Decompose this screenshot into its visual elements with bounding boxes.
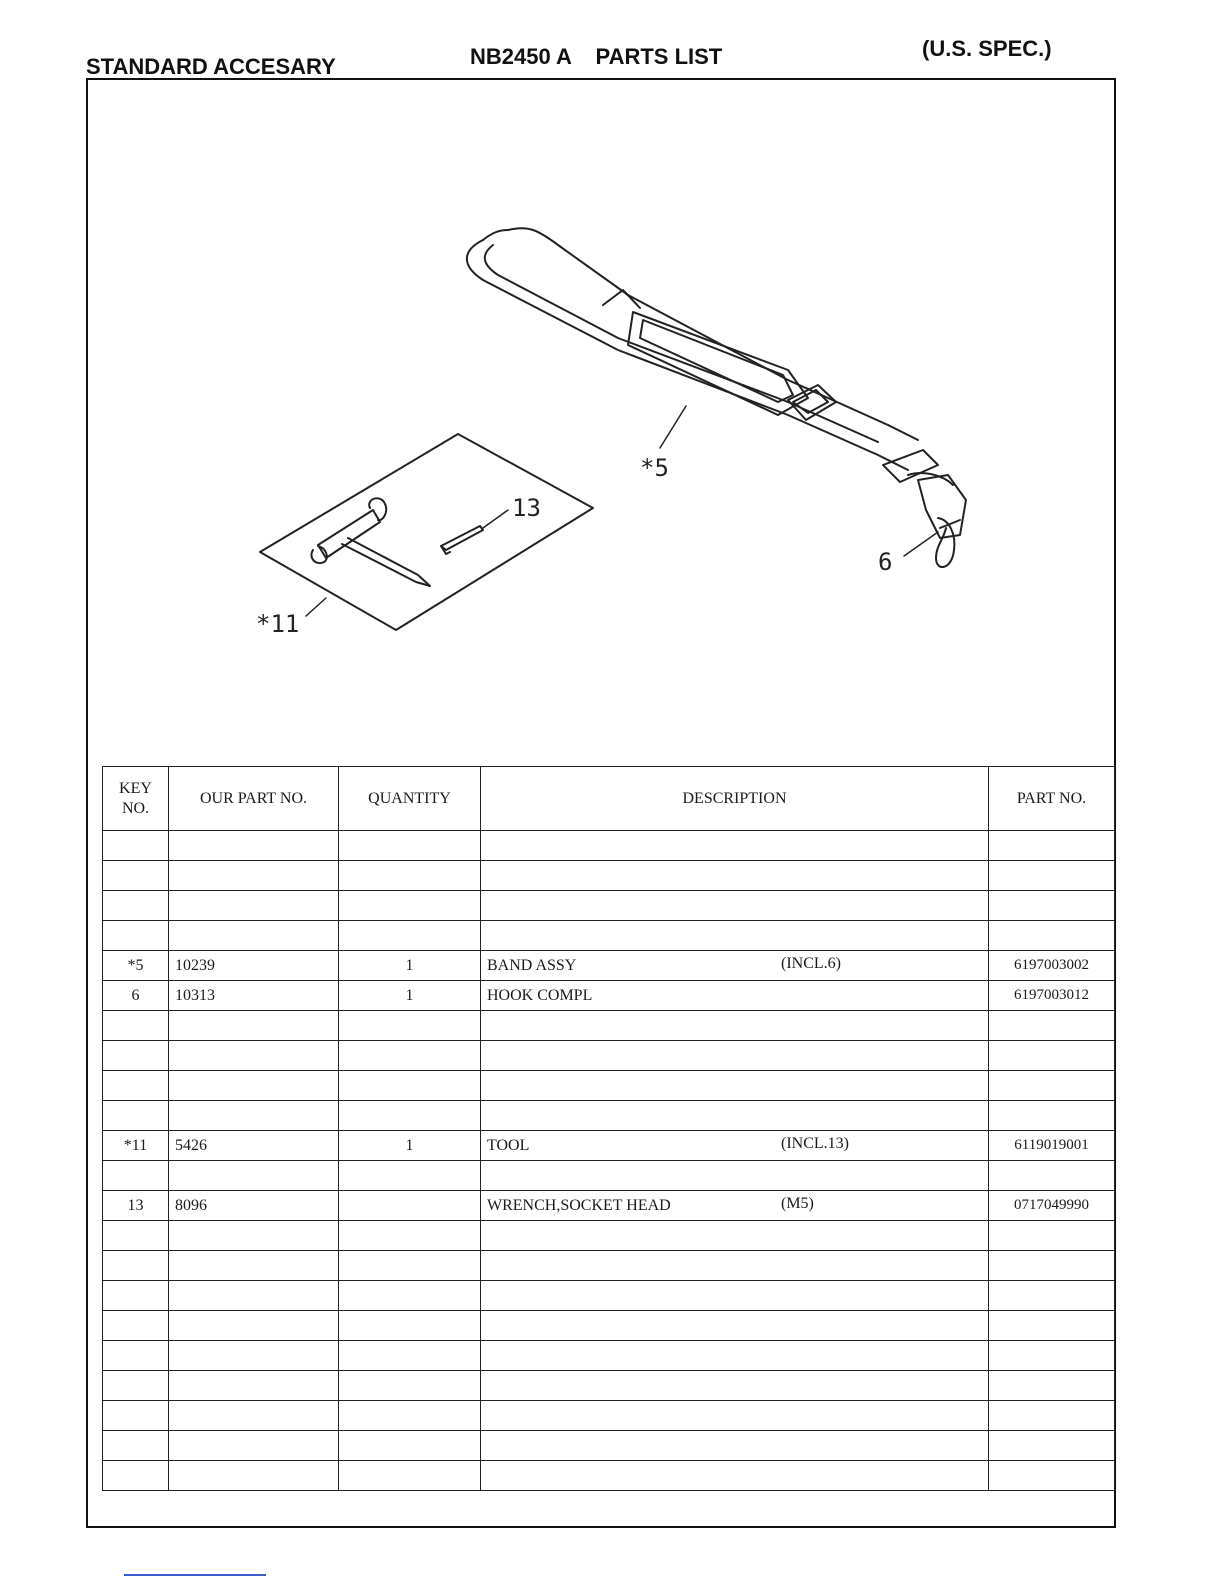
description-cell — [481, 1431, 989, 1461]
key-no-cell — [103, 1011, 169, 1041]
our-part-no-cell — [169, 831, 339, 861]
quantity-cell — [339, 1401, 481, 1431]
quantity-cell — [339, 1461, 481, 1491]
key-no-cell: 13 — [103, 1191, 169, 1221]
part-no-cell — [989, 1311, 1115, 1341]
description-note: (INCL.6) — [781, 955, 841, 972]
part-no-cell: 6197003002 — [989, 951, 1115, 981]
header-center: NB2450 A PARTS LIST — [470, 44, 723, 69]
footer-rule — [124, 1574, 266, 1576]
key-no-cell — [103, 1071, 169, 1101]
our-part-no-cell — [169, 1341, 339, 1371]
our-part-no-cell — [169, 1161, 339, 1191]
key-no-cell — [103, 1281, 169, 1311]
description-text: HOOK COMPL — [487, 986, 593, 1004]
header-right: (U.S. SPEC.) — [922, 36, 1052, 61]
table-row — [103, 1281, 1115, 1311]
description-cell — [481, 1461, 989, 1491]
key-no-cell — [103, 1401, 169, 1431]
our-part-no-cell — [169, 1101, 339, 1131]
our-part-no-cell: 10239 — [169, 951, 339, 981]
part-no-cell — [989, 831, 1115, 861]
our-part-no-cell: 8096 — [169, 1191, 339, 1221]
header-quantity: QUANTITY — [339, 767, 481, 831]
callout-11: *11 — [256, 610, 300, 638]
key-no-cell — [103, 1311, 169, 1341]
callout-5: *5 — [640, 454, 669, 482]
quantity-cell — [339, 1041, 481, 1071]
our-part-no-cell — [169, 1011, 339, 1041]
key-no-cell — [103, 1101, 169, 1131]
quantity-cell — [339, 831, 481, 861]
quantity-cell — [339, 1251, 481, 1281]
quantity-cell: 1 — [339, 981, 481, 1011]
callout-6: 6 — [878, 548, 893, 576]
part-no-cell — [989, 921, 1115, 951]
header-key-no: KEY NO. — [103, 767, 169, 831]
key-no-cell: 6 — [103, 981, 169, 1011]
description-cell — [481, 1101, 989, 1131]
key-no-cell: *11 — [103, 1131, 169, 1161]
part-no-cell — [989, 1431, 1115, 1461]
key-no-cell — [103, 861, 169, 891]
key-no-cell — [103, 1461, 169, 1491]
description-cell — [481, 1341, 989, 1371]
part-no-cell — [989, 1101, 1115, 1131]
part-no-cell: 6197003012 — [989, 981, 1115, 1011]
description-note: (INCL.13) — [781, 1135, 849, 1152]
description-cell — [481, 891, 989, 921]
our-part-no-cell: 10313 — [169, 981, 339, 1011]
table-row — [103, 1041, 1115, 1071]
table-row — [103, 1131, 1115, 1161]
our-part-no-cell: 5426 — [169, 1131, 339, 1161]
description-text: BAND ASSY — [487, 956, 577, 974]
description-cell — [481, 951, 989, 981]
quantity-cell — [339, 1101, 481, 1131]
quantity-cell — [339, 1281, 481, 1311]
table-row — [103, 1461, 1115, 1491]
description-cell — [481, 1251, 989, 1281]
our-part-no-cell — [169, 1461, 339, 1491]
table-row — [103, 981, 1115, 1011]
key-no-cell — [103, 1431, 169, 1461]
our-part-no-cell — [169, 891, 339, 921]
quantity-cell — [339, 1161, 481, 1191]
table-row — [103, 1071, 1115, 1101]
callout-13: 13 — [512, 494, 541, 522]
quantity-cell — [339, 1191, 481, 1221]
part-no-cell — [989, 1251, 1115, 1281]
our-part-no-cell — [169, 1371, 339, 1401]
key-no-cell — [103, 1041, 169, 1071]
part-no-cell — [989, 1011, 1115, 1041]
table-row — [103, 831, 1115, 861]
description-cell — [481, 921, 989, 951]
table-row — [103, 1341, 1115, 1371]
our-part-no-cell — [169, 1041, 339, 1071]
quantity-cell: 1 — [339, 951, 481, 981]
table-header-row — [103, 767, 1115, 831]
part-no-cell: 0717049990 — [989, 1191, 1115, 1221]
description-cell — [481, 1191, 989, 1221]
header-part-no: PART NO. — [989, 767, 1115, 831]
part-no-cell — [989, 1041, 1115, 1071]
description-cell — [481, 981, 989, 1011]
our-part-no-cell — [169, 1401, 339, 1431]
our-part-no-cell — [169, 1071, 339, 1101]
table-row — [103, 1251, 1115, 1281]
table-row — [103, 1221, 1115, 1251]
exploded-diagram — [88, 80, 1114, 766]
key-no-cell — [103, 891, 169, 921]
part-no-cell — [989, 1371, 1115, 1401]
table-row — [103, 1371, 1115, 1401]
quantity-cell — [339, 1431, 481, 1461]
description-note: (M5) — [781, 1195, 814, 1212]
quantity-cell: 1 — [339, 1131, 481, 1161]
quantity-cell — [339, 1221, 481, 1251]
key-no-cell: *5 — [103, 951, 169, 981]
parts-frame — [86, 78, 1116, 1528]
description-cell — [481, 1311, 989, 1341]
table-row — [103, 921, 1115, 951]
our-part-no-cell — [169, 1281, 339, 1311]
parts-table — [102, 766, 1115, 1491]
description-cell — [481, 1371, 989, 1401]
part-no-cell — [989, 861, 1115, 891]
description-text: TOOL — [487, 1136, 530, 1154]
part-no-cell — [989, 1161, 1115, 1191]
part-no-cell: 6119019001 — [989, 1131, 1115, 1161]
part-no-cell — [989, 891, 1115, 921]
table-row — [103, 891, 1115, 921]
table-row — [103, 1311, 1115, 1341]
quantity-cell — [339, 921, 481, 951]
table-row — [103, 1161, 1115, 1191]
key-no-cell — [103, 1341, 169, 1371]
key-no-cell — [103, 1251, 169, 1281]
description-text: WRENCH,SOCKET HEAD — [487, 1196, 671, 1214]
part-no-cell — [989, 1461, 1115, 1491]
quantity-cell — [339, 1011, 481, 1041]
key-no-cell — [103, 831, 169, 861]
quantity-cell — [339, 1371, 481, 1401]
table-row — [103, 861, 1115, 891]
quantity-cell — [339, 861, 481, 891]
quantity-cell — [339, 1341, 481, 1371]
tool-tray-drawing — [260, 434, 593, 630]
description-cell — [481, 1281, 989, 1311]
table-row — [103, 1011, 1115, 1041]
description-cell — [481, 861, 989, 891]
part-no-cell — [989, 1221, 1115, 1251]
our-part-no-cell — [169, 921, 339, 951]
our-part-no-cell — [169, 1311, 339, 1341]
table-row — [103, 1191, 1115, 1221]
quantity-cell — [339, 891, 481, 921]
table-row — [103, 1401, 1115, 1431]
part-no-cell — [989, 1071, 1115, 1101]
description-cell — [481, 1221, 989, 1251]
table-row — [103, 951, 1115, 981]
part-no-cell — [989, 1401, 1115, 1431]
header-description: DESCRIPTION — [481, 767, 989, 831]
our-part-no-cell — [169, 1221, 339, 1251]
description-cell — [481, 1011, 989, 1041]
table-row — [103, 1431, 1115, 1461]
description-cell — [481, 831, 989, 861]
key-no-cell — [103, 921, 169, 951]
quantity-cell — [339, 1071, 481, 1101]
our-part-no-cell — [169, 861, 339, 891]
quantity-cell — [339, 1311, 481, 1341]
part-no-cell — [989, 1281, 1115, 1311]
header-our-part-no: OUR PART NO. — [169, 767, 339, 831]
description-cell — [481, 1041, 989, 1071]
table-row — [103, 1101, 1115, 1131]
shoulder-band-drawing — [467, 228, 966, 567]
description-cell — [481, 1161, 989, 1191]
key-no-cell — [103, 1161, 169, 1191]
description-cell — [481, 1131, 989, 1161]
description-cell — [481, 1401, 989, 1431]
our-part-no-cell — [169, 1251, 339, 1281]
description-cell — [481, 1071, 989, 1101]
header-left: STANDARD ACCESARY — [86, 54, 336, 79]
key-no-cell — [103, 1221, 169, 1251]
our-part-no-cell — [169, 1431, 339, 1461]
part-no-cell — [989, 1341, 1115, 1371]
key-no-cell — [103, 1371, 169, 1401]
